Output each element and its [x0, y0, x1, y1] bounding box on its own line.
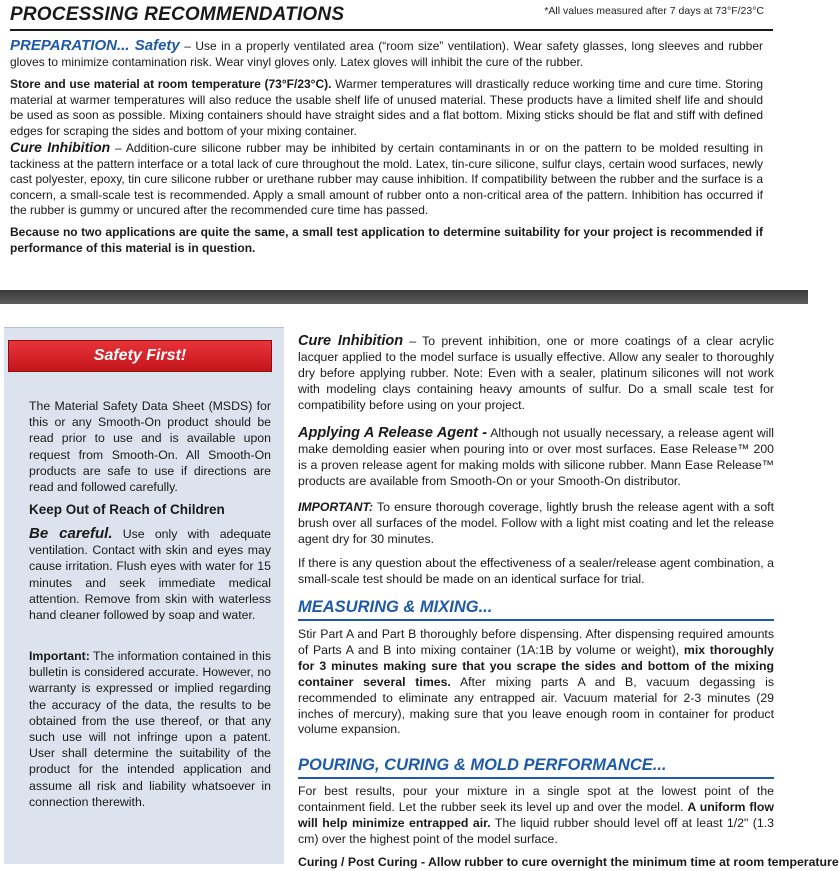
trial-paragraph: If there is any question about the effectiveness of a sealer/release agent combination, a small-scale test should be made on an identical surface for trial. — [298, 556, 774, 586]
measuring-text-a: Stir Part A and Part B thoroughly before dispensing. After dispensing required amounts of Parts A and B into mixing container (1A:1B by volume or weight), — [298, 627, 774, 657]
section-divider-bar — [0, 290, 808, 304]
safety-box — [19, 381, 274, 864]
preparation-text: – Use in a properly ventilated area (“room size” ventilation). Wear safety glasses, long sleeves and rubber gloves to minimize contamination risk. Wear vinyl gloves only. Latex gloves will inhibit the cure of the rubber. — [10, 39, 764, 69]
keep-out-heading: Keep Out of Reach of Children — [29, 502, 225, 517]
test-recommendation: Because no two applications are quite the same, a small test application to determine suitability for your project is recommended if performance of this material is in question. — [10, 225, 763, 255]
release-agent-lead: Applying A Release Agent - — [298, 425, 488, 441]
release-agent-text: Although not usually necessary, a release agent will make demolding easier when pouring into or over most surfaces. Ease Release™ 200 is a proven release agent for making molds with silicone rubber. Mann Ease Release™ products are available from Smooth-On or your Smooth-On distributor. — [298, 426, 774, 488]
store-paragraph — [10, 77, 763, 139]
pouring-text-bold: A uniform flow will help minimize entrapped air. — [298, 799, 774, 830]
be-careful-paragraph — [29, 526, 271, 623]
safety-sidebar — [4, 327, 284, 864]
pouring-paragraph — [298, 784, 774, 848]
store-text: Warmer temperatures will drastically reduce working time and cure time. Storing material at warmer temperatures will also reduce the usable shelf life of unused material. These products have a limited shelf life and should be used as soon as possible. Mixing containers should have straight sides and a flat bottom. Mixing sticks should be flat and stiff with defined edges for scraping the sides and bottom of your mixing container. — [10, 77, 763, 138]
preparation-lead: PREPARATION... Safety — [10, 37, 180, 54]
measuring-mixing-heading: MEASURING & MIXING... — [298, 598, 774, 621]
measurement-note: *All values measured after 7 days at 73°F/23°C — [544, 5, 764, 17]
important-text: The information contained in this bulletin is considered accurate. However, no warranty is expressed or implied regarding the accuracy of the data, the results to be obtained from the use thereof, or that any such use will not infringe upon a patent. User shall determine the suitability of the product for the intended application and assume all risk and liability whatsoever in connection therewith. — [29, 649, 271, 809]
pouring-text-a: For best results, pour your mixture in a single spot at the lowest point of the containment field. Let the rubber seek its level up and over the model. — [298, 784, 774, 814]
safety-first-banner: Safety First! — [8, 340, 272, 372]
preparation-paragraph — [10, 38, 763, 70]
title-divider — [10, 29, 773, 31]
store-lead: Store and use material at room temperature (73°F/23°C). — [10, 77, 332, 91]
cure-inhibition-paragraph — [10, 140, 763, 219]
be-careful-lead: Be careful. — [29, 525, 113, 542]
important-release-paragraph — [298, 500, 774, 548]
cure-inhibition-right-text: – To prevent inhibition, one or more coatings of a clear acrylic lacquer applied to the model surface is usually effective. Allow any sealer to thoroughly dry before applying rubber. Note: Even with a sealer, platinum silicones will not work with modeling clays containing heavy amounts of sulfur. Do a small scale test for compatibility before using on your project. — [298, 334, 775, 412]
release-agent-paragraph — [298, 426, 774, 490]
be-careful-text: Use only with adequate ventilation. Contact with skin and eyes may cause irritation. Flush eyes with water for 15 minutes and seek immediate medical attention. Remove from skin with waterless hand cleaner followed by soap and water. — [29, 527, 272, 623]
msds-text: The Material Safety Data Sheet (MSDS) for this or any Smooth-On product should be read prior to use and is available upon request from Smooth-On. All Smooth-On products are safe to use if directions are read and followed carefully. — [29, 399, 271, 495]
important-lead: Important: — [29, 649, 90, 663]
measuring-paragraph — [298, 627, 774, 738]
pouring-text-b: The liquid rubber should level off at least 1/2" (1.3 cm) over the highest point of the model surface. — [298, 815, 774, 846]
cure-inhibition-text: – Addition-cure silicone rubber may be inhibited by certain contaminants in or on the pattern to be molded resulting in tackiness at the pattern interface or a total lack of cure throughout the mold. Latex, tin-cure silicone, sulfur clays, certain wood surfaces, newly cast polyester, epoxy, tin cure silicone rubber or urethane rubber may cause inhibition. If compatibility between the rubber and the surface is a concern, a small-scale test is recommended. Apply a small amount of rubber onto a non-critical area of the pattern. Inhibition has occurred if the rubber is gummy or uncured after the recommended cure time has passed. — [10, 141, 764, 217]
important-disclaimer — [29, 648, 271, 810]
cure-inhibition-right-lead: Cure Inhibition — [298, 333, 404, 349]
cure-inhibition-lead: Cure Inhibition — [10, 139, 111, 155]
measuring-text-b: After mixing parts A and B, vacuum degassing is recommended to eliminate any entrapped air. Vacuum material for 2-3 minutes (29 inches of mercury), making sure that you leave enough room in container for product volume expansion. — [298, 674, 774, 737]
page-title: PROCESSING RECOMMENDATIONS — [10, 4, 345, 25]
measuring-text-bold: mix thoroughly for 3 minutes making sure that you scrape the sides and bottom of the mixing container several times. — [298, 642, 775, 689]
important-release-lead: IMPORTANT: — [298, 500, 374, 514]
curing-partial-line: Curing / Post Curing - Allow rubber to cure overnight the minimum time at room temperature — [298, 855, 839, 869]
pouring-heading: POURING, CURING & MOLD PERFORMANCE... — [298, 756, 774, 779]
important-release-text: To ensure thorough coverage, lightly brush the release agent with a soft brush over all surfaces of the model. Follow with a light mist coating and let the release agent dry for 30 minutes. — [298, 500, 774, 546]
cure-inhibition-right — [298, 334, 774, 414]
